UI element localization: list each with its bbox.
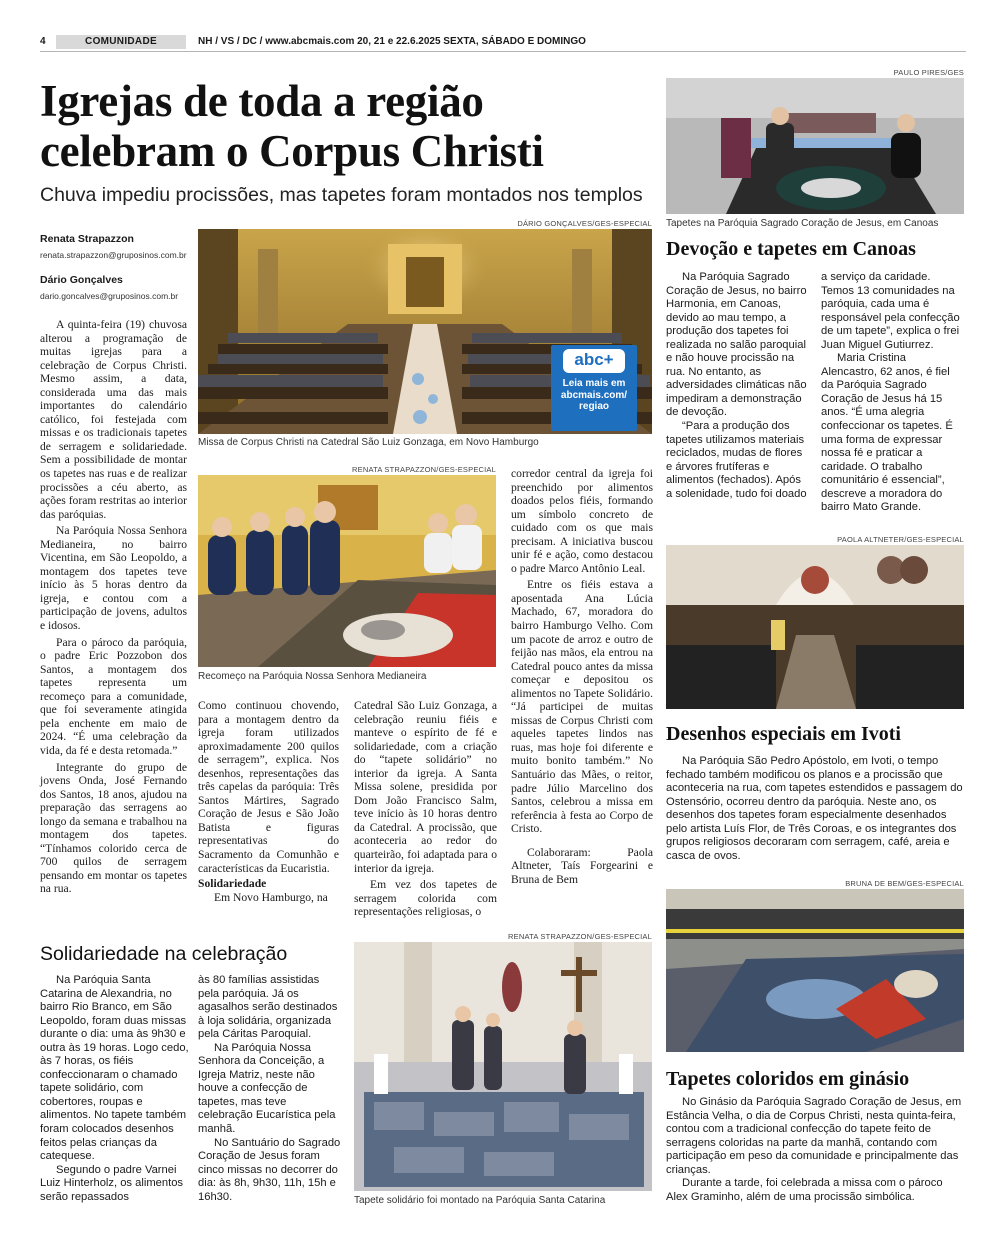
article-paragraph: Integrante do grupo de jovens Onda, José Fernando dos Santos, 18 anos, ajudou na preparação das serragens ao longo da semana e trabalhou na montagem dos tapetes. “Tínhamos colorido cerca de 700 quilos de serragem pensando em montar os tapetes na rua. [40,760,187,896]
article-paragraph: Na Paróquia Nossa Senhora da Conceição, a Igreja Matriz, neste não houve a confecção de tapetes, mas teve celebração Eucarística pela manhã. [198,1041,336,1136]
author-email: dario.goncalves@gruposinos.com.br [40,291,179,301]
author-name: Dário Gonçalves [40,274,123,286]
photo-credit: PAULO PIRES/GES [893,68,964,77]
photo-canoas [666,78,964,214]
ginasio-title: Tapetes coloridos em ginásio [666,1068,910,1090]
masthead-rule [40,51,966,52]
headline-line-1: Igrejas de toda a região [40,76,484,126]
photo-ivoti [666,545,964,709]
article-paragraph: No Santuário do Sagrado Coração de Jesus foram cinco missas no decorrer do dia: às 8h, 9h30, 11h, 15h e 16h30. [198,1136,341,1203]
article-paragraph: Entre os fiéis estava a aposentada Ana Lúcia Machado, 67, moradora do bairro Hamburgo Velho. Com um pacote de arroz e outro de feijão nas mãos, ela entrou na Catedral pouco antes da missa começar e depositou os alimentos no Tapete Solidário. “Já participei de muitas missas de Corpus Christi com aqueles tapetes lindos nas ruas, mas hoje foi diferente e muito bonito também.” No Santuário das Mães, o reitor, padre Júlio Marcelino dos Santos, celebrou a missa em referência à festa ao Corpo de Cristo. [511,578,653,836]
photo-santa-catarina [354,942,652,1191]
collaborators-note: Colaboraram: Paola Altneter, Taís Forgearini e Bruna de Bem [511,845,653,886]
article-paragraph: corredor central da igreja foi preenchido por alimentos doados pelos fiéis, formando um símbolo concreto de cuidado com os que mais precisam. A iniciativa buscou unir fé e ação, como destacou o padre Marco Antônio Leal. [511,467,653,575]
solidariedade-title: Solidariedade na celebração [40,943,288,965]
promo-line: regiao [578,401,609,412]
byline-1 [40,233,190,260]
section-name: COMUNIDADE [85,36,157,47]
article-paragraph: A quinta-feira (19) chuvosa alterou a programação de muitas igrejas para a celebração de Corpus Christi. Mesmo assim, a data, considerada uma das mais importantes do calendário católico, foi festejada com missas e os tradicionais tapetes de serragem e solidariedade. Sem a possibilidade de montar os tapetes nas ruas e de realizar procissões a céu aberto, as ações foram restritas ao interior das paróquias. [40,318,187,521]
article-column-4 [511,467,653,886]
abc-plus-logo-text: abc+ [574,350,614,369]
photo-credit: RENATA STRAPAZZON/GES-ESPECIAL [352,465,496,474]
masthead-meta: NH / VS / DC / www.abcmais.com 20, 21 e 22.6.2025 SEXTA, SÁBADO E DOMINGO [198,36,586,47]
article-paragraph: “Para a produção dos tapetes utilizamos materiais reciclados, mudas de flores e árvores frutíferas e alimentos (fechados). Após a solenidade, tudo foi doado [666,420,807,500]
article-paragraph: Durante a tarde, foi celebrada a missa com o pároco Alex Graminho, além de uma procissão simbólica. [666,1177,943,1203]
author-name: Renata Strapazzon [40,233,134,245]
subhead: Chuva impediu procissões, mas tapetes foram montados nos templos [40,184,643,206]
photo-credit: BRUNA DE BEM/GES-ESPECIAL [845,879,964,888]
promo-line: Leia mais em [562,378,626,389]
photo-credit: DÁRIO GONÇALVES/GES-ESPECIAL [517,219,652,228]
article-paragraph: Como continuou chovendo, para a montagem dentro da igreja foram utilizados aproximadamente 200 quilos de serragem”, explica. Nos desenhos, representações das três capelas da paróquia: Três Santos Mártires, Sagrado Coração de Jesus e São João Batista e figuras representativas do Sacramento da Comunhão e características da Eucaristia. [198,699,339,875]
solidariedade-column-1 [40,974,190,1204]
headline [40,76,660,176]
article-paragraph: a serviço da caridade. Temos 13 comunidades na paróquia, cada uma é responsável pela confecção de um tapete”, explica o frei Juan Miguel Gutiurrez. [821,271,960,351]
photo-caption: Tapete solidário foi montado na Paróquia Santa Catarina [354,1195,606,1206]
article-paragraph: Catedral São Luiz Gonzaga, a celebração reuniu fiéis e manteve o espírito de fé e solidariedade, com a criação do “tapete solidário” no interior da igreja. A Santa Missa solene, presidida por Dom João Francisco Salm, teve início às 10 horas dentro da Catedral. A procissão, que aconteceria ao redor do quarteirão, foi adaptada para o interior da igreja. [354,699,497,875]
photo-ginasio [666,889,964,1052]
article-paragraph: Na Paróquia Sagrado Coração de Jesus, no bairro Harmonia, em Canoas, devido ao mau tempo, a produção dos tapetes foi realizada no salão paroquial e não houve procissão na rua. No entanto, as adversidades climáticas não impediram a demonstração de devoção. [666,271,807,419]
article-paragraph: Maria Cristina Alencastro, 62 anos, é fiel da Paróquia Sagrado Coração de Jesus há 15 anos. “É uma alegria confeccionar os tapetes. É uma forma de expressar nossa fé e praticar a caridade. O trabalho comunitário é essencial”, descreve a moradora do bairro Mato Grande. [821,352,953,514]
article-paragraph: No Ginásio da Paróquia Sagrado Coração de Jesus, em Estância Velha, o dia de Corpus Christi, nesta quinta-feira, contou com a tradicional confecção do tapete feito de serragens coloridas na parte da manhã, contando com participação em peso da comunidade e principalmente das crianças. [666,1096,962,1176]
article-paragraph: Segundo o padre Varnei Luiz Hinterholz, os alimentos serão repassados [40,1163,184,1203]
canoas-column-2 [821,271,964,515]
article-paragraph: Em vez dos tapetes de serragem colorida com representações religiosas, o [354,878,497,919]
solidariedade-column-2 [198,974,343,1204]
article-column-2 [198,699,339,904]
page-number: 4 [40,36,46,47]
article-paragraph: Na Paróquia Nossa Senhora Medianeira, no bairro Vicentina, em São Leopoldo, a montagem dos tapetes teve início às 5 horas dentro da igreja, e contou com a participação de jovens, adultos e idosos. [40,524,187,633]
byline-2 [40,274,190,301]
ivoti-title: Desenhos especiais em Ivoti [666,723,901,745]
headline-line-2: celebram o Corpus Christi [40,126,544,176]
canoas-title: Devoção e tapetes em Canoas [666,238,916,260]
promo-text[interactable] [551,378,637,413]
photo-credit: RENATA STRAPAZZON/GES-ESPECIAL [508,932,652,941]
article-column-3 [354,699,497,919]
article-paragraph: às 80 famílias assistidas pela paróquia. Já os agasalhos serão destinados à loja solidária, organizada pela Cáritas Paroquial. [198,974,338,1041]
inline-subhead: Solidariedade [198,877,267,891]
photo-caption: Missa de Corpus Christi na Catedral São Luiz Gonzaga, em Novo Hamburgo [198,437,539,448]
article-column-1 [40,318,187,896]
article-paragraph: Para o pároco da paróquia, o padre Eric Pozzobon dos Santos, a montagem dos tapetes representa um recomeço para a comunidade, que foi severamente atingida pela enchente em maio de 2024. “É uma celebração da vida, da fé e desta retomada.” [40,635,187,757]
photo-caption: Tapetes na Paróquia Sagrado Coração de Jesus, em Canoas [666,218,939,229]
article-paragraph: Na Paróquia Santa Catarina de Alexandria, no bairro Rio Branco, em São Leopoldo, foram duas missas durante o dia: uma às 9h30 e outra às 19 horas. Logo cedo, às 7 horas, os fiéis confeccionaram o chamado tapete solidário, com cobertores, roupas e alimentos. No tapete também foram colocados desenhos feitos pelas crianças da catequese. [40,974,189,1163]
article-paragraph: Em Novo Hamburgo, na [214,890,328,904]
photo-credit: PAOLA ALTNETER/GES-ESPECIAL [837,535,964,544]
photo-caption: Recomeço na Paróquia Nossa Senhora Medianeira [198,671,427,682]
canoas-column-1 [666,271,809,501]
author-email: renata.strapazzon@gruposinos.com.br [40,250,187,260]
promo-line: abcmais.com/ [560,389,628,401]
ivoti-text [666,755,964,863]
article-paragraph: Na Paróquia São Pedro Apóstolo, em Ivoti, o tempo fechado também modificou os planos e a procissão que aconteceria na rua, com tapetes estendidos e passagem do Ostensório, ocorreu dentro da paróquia. Neste ano, os desenhos dos tapetes foram especialmente desenhados pelo artista Luís Flor, de Três Coroas, e os integrantes dos grupos religiosos decoraram com serragem, café, areia e casca de ovos. [666,755,963,862]
ginasio-text [666,1096,964,1204]
photo-medianeira [198,475,496,667]
